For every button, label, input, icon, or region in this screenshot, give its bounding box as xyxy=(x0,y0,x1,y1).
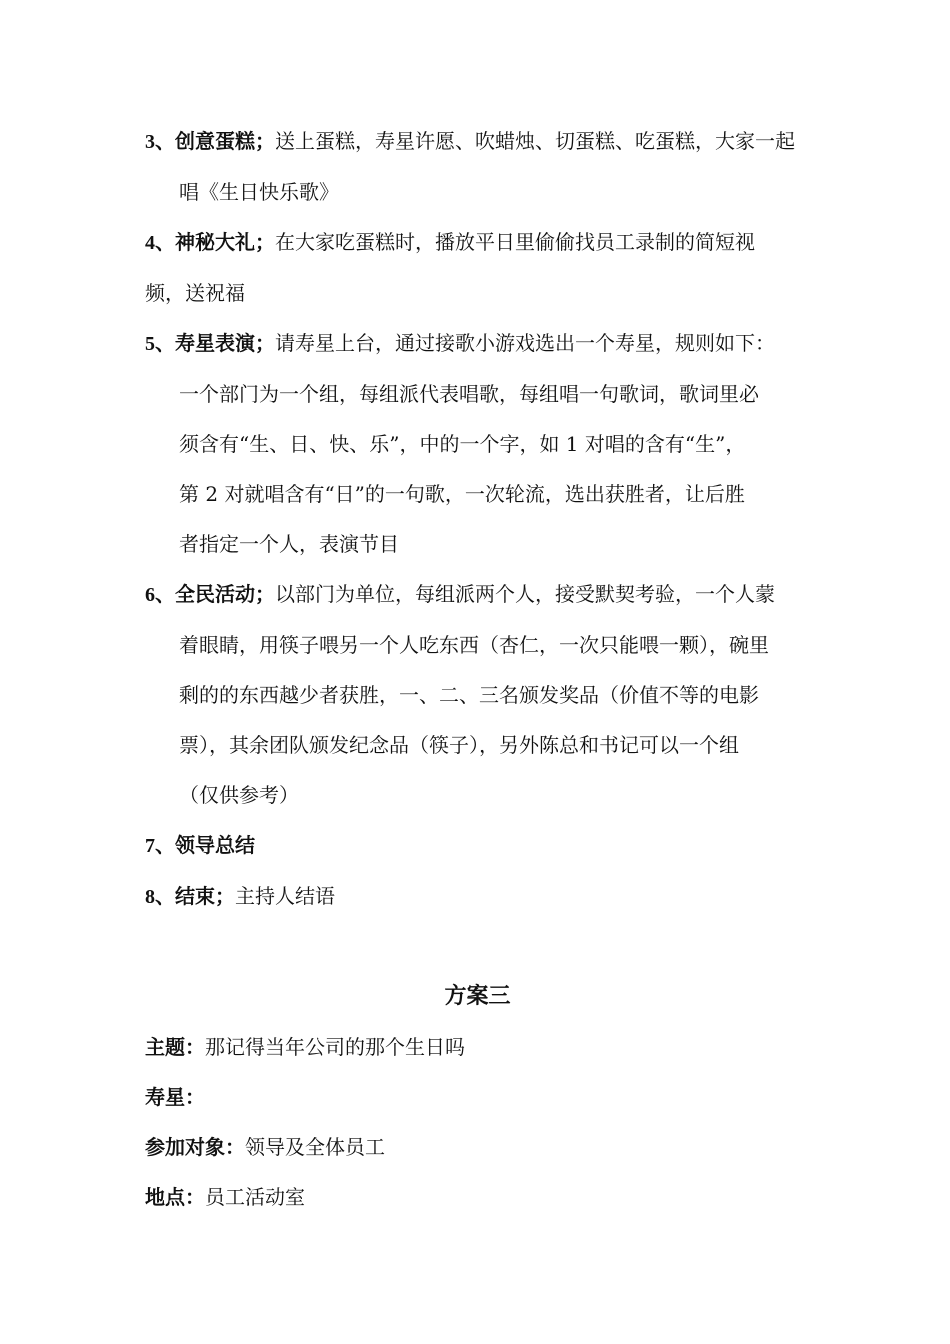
item-text: 票），其余团队颁发纪念品（筷子），另外陈总和书记可以一个组 xyxy=(179,733,739,757)
list-item-7 xyxy=(145,820,810,871)
item-text: 在大家吃蛋糕时，播放平日里偷偷找员工录制的简短视 xyxy=(275,230,755,254)
item-separator: ； xyxy=(255,230,275,254)
item-separator: ； xyxy=(255,582,275,606)
item-text: 唱《生日快乐歌》 xyxy=(179,180,339,204)
list-item-4 xyxy=(145,217,810,318)
item-text: 须含有“生、日、快、乐”，中的一个字，如 1 对唱的含有“生”， xyxy=(179,432,746,456)
item-number: 4、 xyxy=(145,232,175,254)
item-text: 以部门为单位，每组派两个人，接受默契考验，一个人蒙 xyxy=(275,582,775,606)
list-item-8 xyxy=(145,871,810,922)
item-text: 着眼睛，用筷子喂另一个人吃东西（杏仁，一次只能喂一颗），碗里 xyxy=(179,633,769,657)
item-separator: ； xyxy=(255,129,275,153)
item-number: 7、 xyxy=(145,835,175,857)
section-title: 方案三 xyxy=(444,984,511,1009)
item-label: 寿星表演 xyxy=(175,331,255,355)
field-label: 主题： xyxy=(145,1035,205,1059)
item-text: 第 2 对就唱含有“日”的一句歌，一次轮流，选出获胜者，让后胜 xyxy=(179,482,745,506)
list-item-6 xyxy=(145,569,810,820)
field-label: 地点： xyxy=(145,1185,205,1209)
item-number: 3、 xyxy=(145,131,175,153)
list-item-5 xyxy=(145,318,810,569)
item-text: 者指定一个人，表演节目 xyxy=(179,532,399,556)
item-text: 频，送祝福 xyxy=(145,281,245,305)
item-separator: ； xyxy=(255,331,275,355)
item-separator: ； xyxy=(215,884,235,908)
item-text: 主持人结语 xyxy=(235,884,335,908)
field-value: 领导及全体员工 xyxy=(245,1135,385,1159)
field-value: 那记得当年公司的那个生日吗 xyxy=(205,1035,465,1059)
item-text: （仅供参考） xyxy=(179,783,299,807)
field-value: 员工活动室 xyxy=(205,1185,305,1209)
item-number: 8、 xyxy=(145,886,175,908)
item-text: 一个部门为一个组，每组派代表唱歌，每组唱一句歌词，歌词里必 xyxy=(179,382,759,406)
item-text: 送上蛋糕，寿星许愿、吹蜡烛、切蛋糕、吃蛋糕，大家一起 xyxy=(275,129,795,153)
item-number: 5、 xyxy=(145,333,175,355)
field-participants xyxy=(145,1122,810,1172)
field-location xyxy=(145,1172,810,1222)
field-theme xyxy=(145,1022,810,1072)
item-label: 神秘大礼 xyxy=(175,230,255,254)
document-content xyxy=(145,116,810,1222)
item-number: 6、 xyxy=(145,584,175,606)
list-item-3 xyxy=(145,116,810,217)
field-label: 参加对象： xyxy=(145,1135,245,1159)
item-label: 全民活动 xyxy=(175,582,255,606)
item-label: 结束 xyxy=(175,884,215,908)
spacer xyxy=(145,922,810,972)
item-label: 领导总结 xyxy=(175,833,255,857)
field-birthday-star xyxy=(145,1072,810,1122)
item-label: 创意蛋糕 xyxy=(175,129,255,153)
field-label: 寿星： xyxy=(145,1085,205,1109)
item-text: 剩的的东西越少者获胜，一、二、三名颁发奖品（价值不等的电影 xyxy=(179,683,759,707)
item-text: 请寿星上台，通过接歌小游戏选出一个寿星，规则如下： xyxy=(275,331,775,355)
